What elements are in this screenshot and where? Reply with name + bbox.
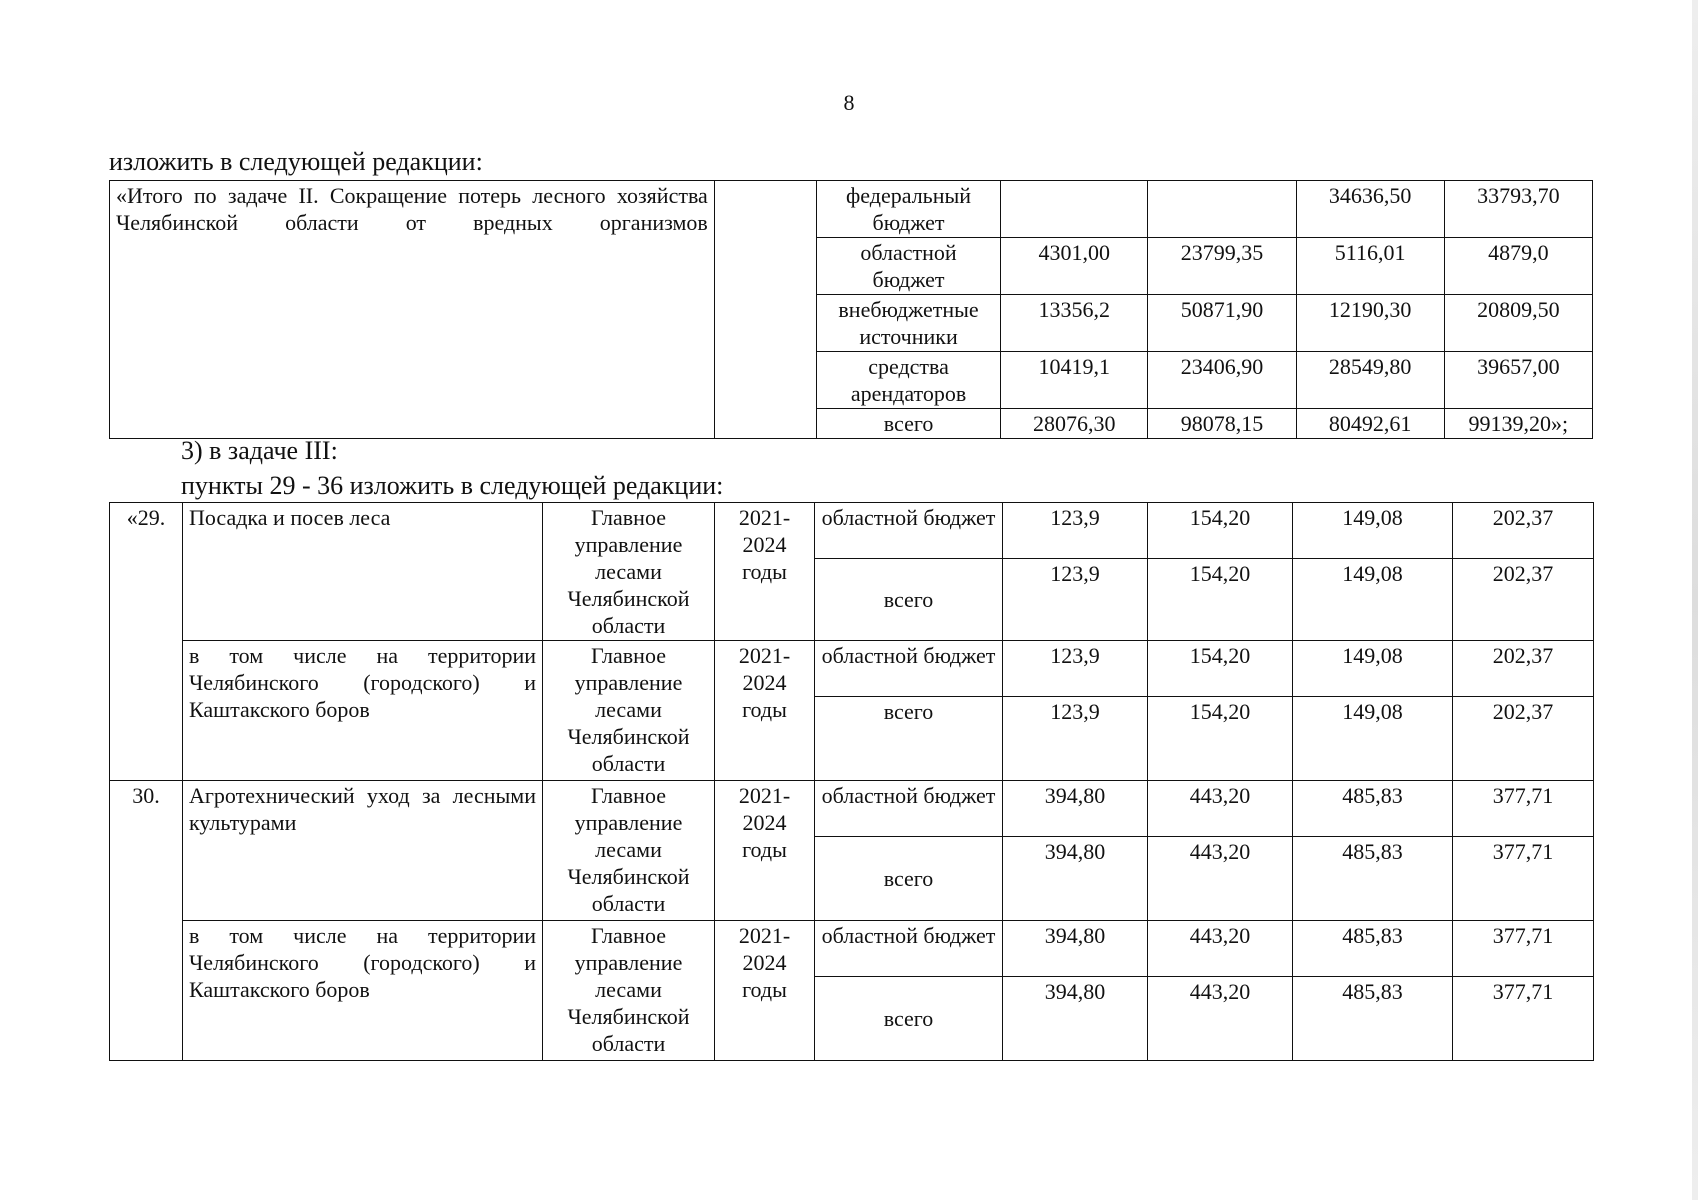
value-cell: 394,80: [1003, 781, 1148, 837]
value-cell: 149,08: [1293, 697, 1453, 781]
value-cell: 154,20: [1148, 559, 1293, 641]
value-cell: 485,83: [1293, 977, 1453, 1061]
source-cell: всего: [815, 837, 1003, 921]
scan-edge: [1692, 0, 1698, 1200]
item-organization: Главное управление лесами Челябинской области: [543, 641, 715, 781]
source-cell: внебюджетные источники: [816, 295, 1000, 352]
value-cell: 28076,30: [1001, 409, 1148, 439]
value-cell: 149,08: [1293, 503, 1453, 559]
value-cell: 10419,1: [1001, 352, 1148, 409]
item-organization: Главное управление лесами Челябинской области: [543, 503, 715, 641]
value-cell: 33793,70: [1444, 181, 1592, 238]
value-cell: 377,71: [1453, 921, 1594, 977]
value-cell: 443,20: [1148, 781, 1293, 837]
value-cell: 202,37: [1453, 503, 1594, 559]
item-years: 2021-2024 годы: [715, 503, 815, 641]
item-years: 2021-2024 годы: [715, 921, 815, 1061]
value-cell: 28549,80: [1296, 352, 1444, 409]
item-name: Агротехнический уход за лесными культурами: [183, 781, 543, 921]
value-cell: 202,37: [1453, 559, 1594, 641]
value-cell: 39657,00: [1444, 352, 1592, 409]
value-cell: 4879,0: [1444, 238, 1592, 295]
source-cell: всего: [815, 559, 1003, 641]
value-cell: 485,83: [1293, 921, 1453, 977]
value-cell: 154,20: [1148, 697, 1293, 781]
value-cell: 20809,50: [1444, 295, 1592, 352]
value-cell: 485,83: [1293, 781, 1453, 837]
value-cell: 149,08: [1293, 559, 1453, 641]
value-cell: 202,37: [1453, 697, 1594, 781]
item-name: Посадка и посев леса: [183, 503, 543, 641]
source-cell: областной бюджет: [815, 503, 1003, 559]
item-number: 30.: [110, 781, 183, 1061]
source-cell: всего: [816, 409, 1000, 439]
value-cell: 123,9: [1003, 503, 1148, 559]
value-cell: 23799,35: [1148, 238, 1296, 295]
item-name: в том числе на территории Челябинского (городского) и Каштакского боров: [183, 921, 543, 1061]
item-organization: Главное управление лесами Челябинской области: [543, 921, 715, 1061]
section-heading: 3) в задаче III:: [181, 436, 338, 465]
value-cell: 394,80: [1003, 977, 1148, 1061]
value-cell: 149,08: [1293, 641, 1453, 697]
value-cell: 485,83: [1293, 837, 1453, 921]
value-cell: 202,37: [1453, 641, 1594, 697]
value-cell: 443,20: [1148, 921, 1293, 977]
item-name: в том числе на территории Челябинского (городского) и Каштакского боров: [183, 641, 543, 781]
source-cell: областной бюджет: [815, 921, 1003, 977]
value-cell: [1001, 181, 1148, 238]
source-cell: всего: [815, 697, 1003, 781]
source-cell: областной бюджет: [816, 238, 1000, 295]
value-cell: 443,20: [1148, 837, 1293, 921]
source-cell: средства арендаторов: [816, 352, 1000, 409]
instruction-text: изложить в следующей редакции:: [109, 147, 483, 176]
value-cell: 99139,20»;: [1444, 409, 1592, 439]
item-years: 2021-2024 годы: [715, 641, 815, 781]
value-cell: 123,9: [1003, 641, 1148, 697]
value-cell: 50871,90: [1148, 295, 1296, 352]
source-cell: федеральный бюджет: [816, 181, 1000, 238]
totals-title: «Итого по задаче II. Сокращение потерь лесного хозяйства Челябинской области от вредных организмов: [110, 181, 715, 439]
item-years: 2021-2024 годы: [715, 781, 815, 921]
value-cell: 377,71: [1453, 781, 1594, 837]
value-cell: 377,71: [1453, 977, 1594, 1061]
value-cell: 12190,30: [1296, 295, 1444, 352]
value-cell: 443,20: [1148, 977, 1293, 1061]
item-number: «29.: [110, 503, 183, 781]
value-cell: 5116,01: [1296, 238, 1444, 295]
value-cell: 4301,00: [1001, 238, 1148, 295]
value-cell: 123,9: [1003, 559, 1148, 641]
value-cell: 123,9: [1003, 697, 1148, 781]
empty-cell: [714, 181, 816, 439]
source-cell: областной бюджет: [815, 781, 1003, 837]
value-cell: 154,20: [1148, 641, 1293, 697]
value-cell: 377,71: [1453, 837, 1594, 921]
value-cell: 394,80: [1003, 921, 1148, 977]
instruction-text: пункты 29 - 36 изложить в следующей редакции:: [181, 471, 724, 500]
value-cell: 394,80: [1003, 837, 1148, 921]
source-cell: областной бюджет: [815, 641, 1003, 697]
value-cell: 23406,90: [1148, 352, 1296, 409]
value-cell: 34636,50: [1296, 181, 1444, 238]
page-number: 8: [843, 90, 855, 115]
items-table: [109, 502, 1594, 1061]
value-cell: 13356,2: [1001, 295, 1148, 352]
value-cell: [1148, 181, 1296, 238]
item-organization: Главное управление лесами Челябинской области: [543, 781, 715, 921]
totals-table: [109, 180, 1593, 439]
value-cell: 98078,15: [1148, 409, 1296, 439]
value-cell: 154,20: [1148, 503, 1293, 559]
source-cell: всего: [815, 977, 1003, 1061]
value-cell: 80492,61: [1296, 409, 1444, 439]
